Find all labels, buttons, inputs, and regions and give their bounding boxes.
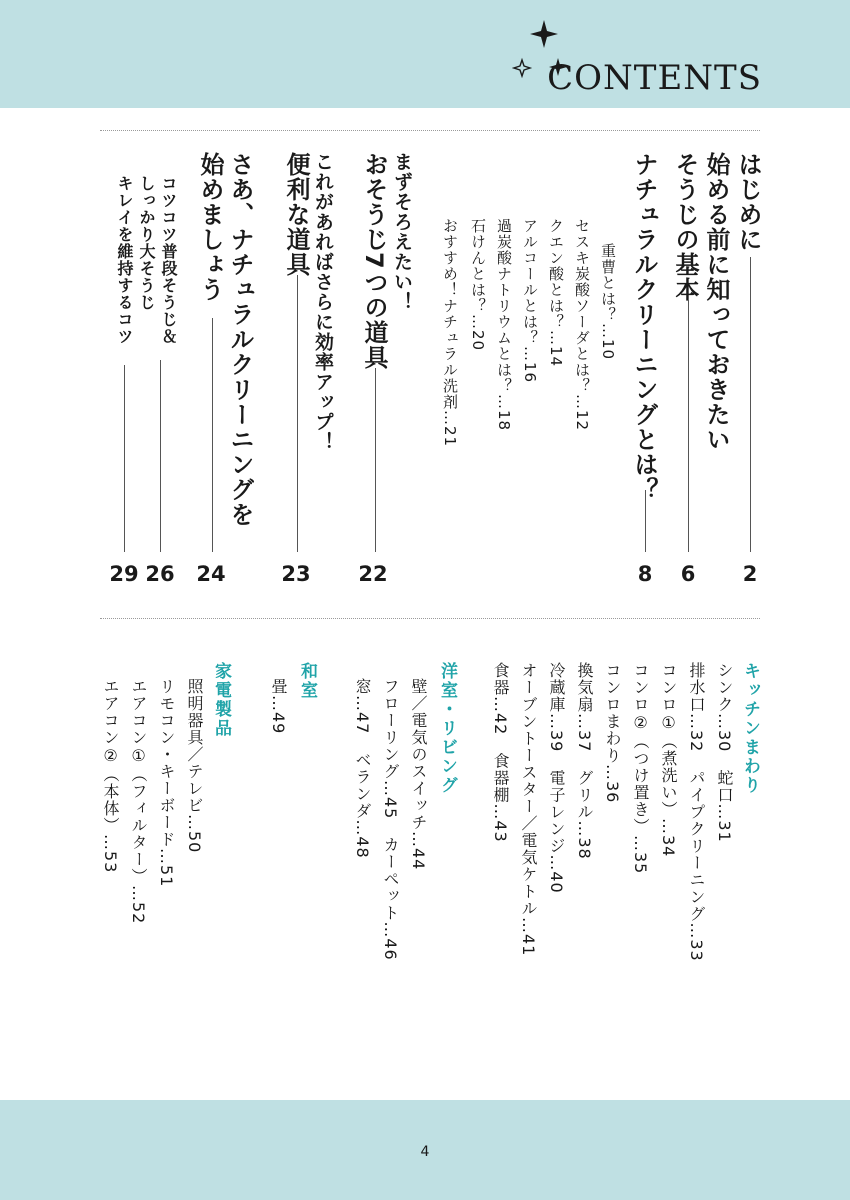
page-title: CONTENTS <box>547 58 762 98</box>
section-line: シンク…30 蛇口…31 <box>715 662 734 843</box>
toc-entry: はじめに <box>734 152 762 252</box>
toc-subentry: アルコールとは？…16 <box>521 218 539 384</box>
leader-line <box>212 318 213 552</box>
toc-subentry: 過炭酸ナトリウムとは？…18 <box>495 218 513 432</box>
section-line: 換気扇…37 グリル…38 <box>575 662 594 860</box>
section-line: 窓…47 ベランダ…48 <box>353 678 372 859</box>
page-number-ref: 2 <box>742 562 758 586</box>
toc-entry: コツコツ普段そうじ＆ <box>159 175 178 345</box>
page-number-ref: 8 <box>637 562 653 586</box>
section-line: エアコン①（フィルター）…52 <box>129 678 148 925</box>
toc-subentry: 石けんとは？…20 <box>469 218 487 352</box>
divider-top <box>100 130 760 131</box>
leader-line <box>375 368 376 552</box>
toc-subentry: おすすめ！ナチュラル洗剤…21 <box>441 218 459 448</box>
leader-line <box>645 490 646 552</box>
divider-middle <box>100 618 760 619</box>
toc-entry: これがあればさらに効率アップ！ <box>312 152 334 452</box>
toc-entry: 始める前に知っておきたい <box>702 152 730 452</box>
section-line: オーブントースター／電気ケトル…41 <box>519 662 538 957</box>
section-line: リモコン・キーボード…51 <box>157 678 176 888</box>
toc-entry: 始めましょう <box>196 152 224 302</box>
toc-entry: おそうじ7つの道具 <box>360 152 388 370</box>
section-line: 排水口…32 パイプクリーニング…33 <box>687 662 706 962</box>
leader-line <box>124 365 125 552</box>
section-line: 畳…49 <box>269 678 288 735</box>
toc-entry: さあ、ナチュラルクリーニングを <box>226 152 254 527</box>
toc-entry: 便利な道具 <box>282 152 310 277</box>
section-heading-japanese: 和室 <box>297 662 317 700</box>
toc-entry: しっかり大そうじ <box>137 175 156 311</box>
toc-entry: キレイを維持するコツ <box>115 175 134 345</box>
section-line: 食器…42 食器棚…43 <box>491 662 510 843</box>
section-line: エアコン②（本体）…53 <box>101 678 120 874</box>
page-number-ref: 22 <box>358 562 388 586</box>
leader-line <box>688 300 689 552</box>
toc-entry: ナチュラルクリーニングとは？ <box>630 152 658 502</box>
page-number-ref: 26 <box>145 562 175 586</box>
toc-subentry: 重曹とは？…10 <box>599 243 617 361</box>
section-heading-kitchen: キッチンまわり <box>740 662 760 795</box>
section-line: 冷蔵庫…39 電子レンジ…40 <box>547 662 566 894</box>
leader-line <box>160 360 161 552</box>
toc-entry: まずそろえたい！ <box>391 152 413 312</box>
page-number: 4 <box>420 1144 430 1160</box>
toc-subentry: セスキ炭酸ソーダとは？…12 <box>573 218 591 432</box>
section-line: コンロまわり…36 <box>603 662 622 804</box>
page-number-ref: 6 <box>680 562 696 586</box>
page-number-ref: 23 <box>281 562 311 586</box>
page-number-ref: 29 <box>109 562 139 586</box>
section-line: 壁／電気のスイッチ…44 <box>409 678 428 871</box>
toc-subentry: クエン酸とは？…14 <box>547 218 565 368</box>
leader-line <box>297 275 298 552</box>
toc-entry: そうじの基本 <box>671 152 699 302</box>
section-heading-appliances: 家電製品 <box>211 662 231 738</box>
section-line: 照明器具／テレビ…50 <box>185 678 204 854</box>
page-number-ref: 24 <box>196 562 226 586</box>
section-line: フローリング…45 カーペット…46 <box>381 678 400 961</box>
section-line: コンロ②（つけ置き）…35 <box>631 662 650 875</box>
leader-line <box>750 257 751 552</box>
section-line: コンロ①（煮洗い）…34 <box>659 662 678 858</box>
section-heading-western: 洋室・リビング <box>437 662 457 795</box>
